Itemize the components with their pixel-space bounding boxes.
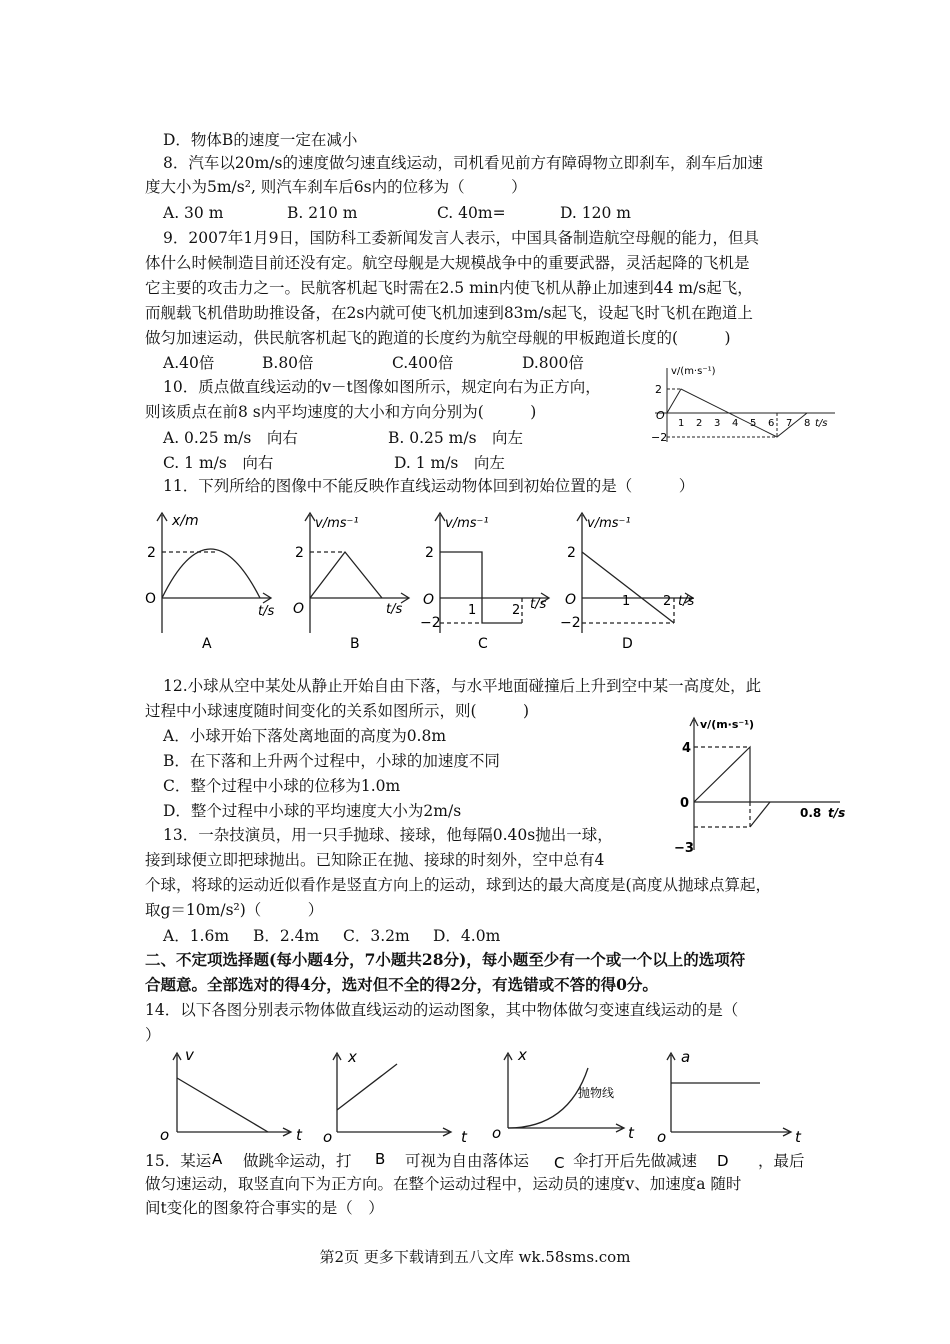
- q14a-y-label: v: [185, 1046, 194, 1064]
- section2-heading-line1: 二、不定项选择题(每小题4分，7小题共28分)，每小题至少有一个或一个以上的选项符: [145, 950, 746, 969]
- q14b-letter: B: [375, 1150, 386, 1168]
- q11c-origin: O: [423, 592, 435, 608]
- q12-option-c: C．整个过程中小球的位移为1.0m: [163, 777, 401, 795]
- q11-graph-b: [290, 505, 420, 655]
- q10-x-tick: 7: [786, 418, 793, 429]
- q14d-y-label: a: [681, 1048, 691, 1066]
- q10-y-tick-2: 2: [655, 383, 662, 396]
- q15-stem-fragment-1: 15．某运: [145, 1152, 212, 1170]
- q11c-x-tick-2: 2: [512, 603, 521, 618]
- q10-y-tick-neg2: −2: [651, 431, 668, 444]
- q10-x-tick: 2: [696, 418, 703, 429]
- q10-option-c: C. 1 m/s 向右: [163, 454, 274, 472]
- q8-option-d: D. 120 m: [560, 204, 631, 222]
- q8-stem-line2: 度大小为5m/s², 则汽车刹车后6s内的位移为（ ）: [145, 178, 527, 196]
- q14c-letter: C: [554, 1154, 565, 1172]
- q15-stem-fragment-5: ，最后: [758, 1152, 805, 1170]
- q15-stem-line3: 间t变化的图象符合事实的是（ ）: [145, 1199, 384, 1217]
- q14d-letter: D: [717, 1152, 729, 1170]
- q12-x-tick: 0.8: [800, 806, 822, 820]
- q11b-letter: B: [350, 636, 360, 652]
- q14d-x-label: t: [795, 1128, 801, 1146]
- q12-origin: 0: [680, 796, 690, 811]
- q9-option-b: B.80倍: [262, 354, 314, 372]
- section2-heading-line2: 合题意。全部选对的得4分，选对但不全的得2分，有选错或不答的得0分。: [145, 975, 658, 994]
- q12-y-tick-neg3: −3: [674, 841, 694, 856]
- q10-x-tick: 4: [732, 418, 739, 429]
- q7-option-d: D．物体B的速度一定在减小: [163, 131, 358, 149]
- q10-x-label: t/s: [815, 418, 828, 429]
- q11a-letter: A: [202, 636, 212, 652]
- q8-option-c: C. 40m=: [437, 204, 506, 222]
- q9-stem-line1: 9．2007年1月9日，国防科工委新闻发言人表示，中国具备制造航空母舰的能力，但具: [163, 229, 760, 247]
- q14-stem-line1: 14．以下各图分别表示物体做直线运动的运动图象，其中物体做匀变速直线运动的是（: [145, 1001, 739, 1019]
- q11a-y-tick: 2: [147, 545, 156, 561]
- q14b-line: [337, 1064, 397, 1110]
- q11-stem: 11．下列所给的图像中不能反映作直线运动物体回到初始位置的是（ ）: [163, 477, 695, 495]
- q10-x-tick: 1: [678, 418, 685, 429]
- q11b-line: [310, 552, 382, 598]
- q11b-y-label: v/ms⁻¹: [315, 516, 359, 531]
- q15-stem-line2: 做匀速运动，取竖直向下为正方向。在整个运动过程中，运动员的速度v、加速度a 随时: [145, 1175, 742, 1193]
- q10-x-tick: 6: [768, 418, 775, 429]
- q14-stem-line2: ）: [145, 1026, 161, 1044]
- q11d-y-tick-neg: −2: [560, 615, 581, 631]
- q8-option-b: B. 210 m: [287, 204, 358, 222]
- q12-stem-line2: 过程中小球速度随时间变化的关系如图所示，则( ): [145, 702, 530, 720]
- q11d-x-label: t/s: [678, 594, 695, 609]
- q15-stem-fragment-4: 伞打开后先做减速: [573, 1152, 698, 1170]
- q13-option-b: B．2.4m: [253, 927, 320, 945]
- q12-x-label: t/s: [828, 806, 846, 820]
- q14a-letter: A: [212, 1150, 223, 1168]
- q11c-letter: C: [478, 636, 488, 652]
- q10-x-tick: 5: [750, 418, 757, 429]
- q12-stem-line1: 12.小球从空中某处从静止开始自由下落，与水平地面碰撞后上升到空中某一高度处，此: [163, 677, 762, 695]
- q14c-x-label: t: [628, 1124, 634, 1142]
- q13-option-c: C．3.2m: [343, 927, 410, 945]
- q11c-line: [440, 552, 522, 623]
- q8-option-a: A. 30 m: [163, 204, 224, 222]
- q10-option-d: D. 1 m/s 向左: [394, 454, 505, 472]
- q11d-line: [582, 552, 674, 623]
- q11a-curve: [162, 549, 260, 598]
- q10-x-tick: 3: [714, 418, 721, 429]
- q10-option-a: A. 0.25 m/s 向右: [163, 429, 298, 447]
- q12-fall-line: [694, 747, 750, 802]
- q14c-curve: [508, 1068, 588, 1128]
- q12-rise-line: [750, 802, 770, 827]
- q11b-origin: O: [293, 601, 305, 617]
- q13-option-a: A．1.6m: [163, 927, 230, 945]
- q10-origin: O: [656, 409, 665, 422]
- q14d-origin: o: [657, 1128, 667, 1146]
- q11d-x-tick-2: 2: [663, 594, 672, 609]
- q8-stem-line1: 8．汽车以20m/s的速度做匀速直线运动，司机看见前方有障碍物立即刹车，刹车后加速: [163, 154, 763, 172]
- q11-graph-a: [140, 505, 280, 655]
- q10-x-tick: 8: [804, 418, 811, 429]
- q14c-y-label: x: [518, 1046, 527, 1064]
- q9-option-c: C.400倍: [392, 354, 454, 372]
- q11-graph-d: [560, 505, 710, 655]
- q11a-origin: O: [145, 591, 157, 607]
- q12-vt-graph: [670, 710, 850, 860]
- q10-vt-graph: [645, 360, 845, 450]
- q9-option-d: D.800倍: [522, 354, 584, 372]
- q11c-x-tick-1: 1: [468, 603, 477, 618]
- q13-stem-line2: 接到球便立即把球抛出。已知除正在抛、接球的时刻外，空中总有4: [145, 851, 605, 869]
- q12-option-a: A．小球开始下落处离地面的高度为0.8m: [163, 727, 447, 745]
- q10-y-label: v/(m·s⁻¹): [671, 366, 716, 377]
- q9-stem-line2: 体什么时候制造目前还没有定。航空母舰是大规模战争中的重要武器，灵活起降的飞机是: [145, 254, 750, 272]
- q9-stem-line5: 做匀加速运动，供民航客机起飞的跑道的长度约为航空母舰的甲板跑道长度的( ): [145, 329, 731, 347]
- q11d-y-tick: 2: [567, 545, 576, 561]
- q11a-y-label: x/m: [172, 513, 199, 529]
- q13-stem-line1: 13．一杂技演员，用一只手抛球、接球，他每隔0.40s抛出一球，: [163, 826, 613, 844]
- q13-option-d: D．4.0m: [433, 927, 501, 945]
- q11d-y-label: v/ms⁻¹: [587, 516, 631, 531]
- q9-stem-line4: 而舰载飞机借助助推设备，在2s内就可使飞机加速到83m/s起飞，设起飞时飞机在跑道上: [145, 304, 753, 322]
- q12-y-tick-4: 4: [682, 741, 692, 756]
- q11d-origin: O: [565, 592, 577, 608]
- q11b-x-label: t/s: [386, 602, 403, 617]
- q14a-line: [177, 1078, 268, 1132]
- page-footer: 第2页 更多下载请到五八文库 wk.58sms.com: [319, 1248, 631, 1266]
- q11d-letter: D: [622, 636, 633, 652]
- q12-y-label: v/(m·s⁻¹): [700, 718, 755, 731]
- q14b-y-label: x: [348, 1048, 357, 1066]
- q15-stem-fragment-2: 做跳伞运动，打: [243, 1152, 352, 1170]
- q15-stem-fragment-3: 可视为自由落体运: [405, 1152, 530, 1170]
- q10-stem-line1: 10．质点做直线运动的v－t图像如图所示，规定向右为正方向，: [163, 378, 601, 396]
- q11b-y-tick: 2: [295, 545, 304, 561]
- q14b-origin: o: [323, 1128, 333, 1146]
- q11c-y-tick: 2: [425, 545, 434, 561]
- q11c-x-label: t/s: [530, 597, 547, 612]
- q11c-y-label: v/ms⁻¹: [445, 516, 489, 531]
- q12-option-b: B．在下落和上升两个过程中，小球的加速度不同: [163, 752, 500, 770]
- q12-option-d: D．整个过程中小球的平均速度大小为2m/s: [163, 802, 462, 820]
- q11c-y-tick-neg: −2: [420, 615, 441, 631]
- q9-option-a: A.40倍: [163, 354, 215, 372]
- q10-stem-line2: 则该质点在前8 s内平均速度的大小和方向分别为( ): [145, 403, 537, 421]
- q11d-x-tick-1: 1: [622, 594, 631, 609]
- q14b-x-label: t: [461, 1128, 467, 1146]
- q9-stem-line3: 它主要的攻击力之一。民航客机起飞时需在2.5 min内使飞机从静止加速到44 m/s起飞，: [145, 279, 753, 297]
- q10-option-b: B. 0.25 m/s 向左: [388, 429, 524, 447]
- q11a-x-label: t/s: [258, 604, 275, 619]
- q14c-origin: o: [492, 1124, 502, 1142]
- q11-graph-c: [420, 505, 560, 655]
- q14a-origin: o: [160, 1126, 170, 1144]
- q13-stem-line3: 个球，将球的运动近似看作是竖直方向上的运动，球到达的最大高度是(高度从抛球点算起，: [145, 876, 772, 894]
- q13-stem-line4: 取g＝10m/s²)（ ）: [145, 901, 324, 919]
- q14a-x-label: t: [296, 1126, 302, 1144]
- q14c-parabola-note: 抛物线: [578, 1086, 615, 1100]
